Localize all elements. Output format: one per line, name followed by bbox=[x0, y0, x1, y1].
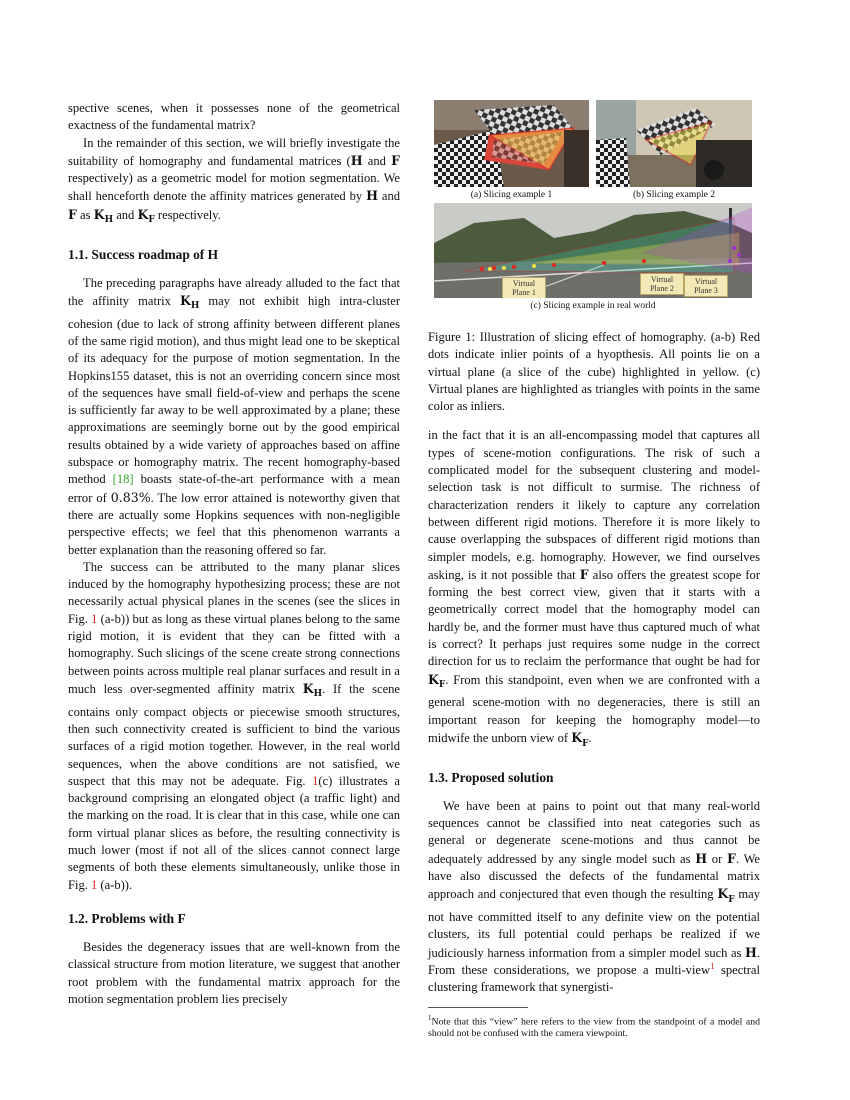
section-heading: 1.1. Success roadmap of H bbox=[68, 246, 219, 262]
virtual-plane-2-label: Virtual Plane 2 bbox=[640, 273, 684, 295]
section-heading: 1.3. Proposed solution bbox=[428, 769, 554, 785]
figure-ref-link[interactable]: 1 bbox=[91, 877, 98, 892]
paragraph: in the fact that it is an all-encompassing model that captures all types of scene-motion configurations. The risk of such a complicated model for the subsequent clustering and model-selection task is not difficult to surmise. The richness of characterization renders it likely to capture any correlation between different rigid motions. Therefore it is more likely to cause overlapping the subspaces of different rigid motions than simpler models, e.g. homography. However, we find ourselves asking, is it not possible that F also offers the greatest scope for forming the best correct view, given that it starts with a geometrically correct model that the homography model can hardly be, and the former must have thus captured much of what is correct? It perhaps just requires some nudge in the correct direction for us to reclaim the performance that ought be had for $K_F$. From this standpoint, even when we are confronted with a general scene-motion with no degeneracies, there is still an important reason for keeping the homography model—to midwife the unborn view of $K_F$. bbox=[428, 428, 760, 749]
virtual-plane-3-label: Virtual Plane 3 bbox=[684, 275, 728, 297]
subcaption-b: (b) Slicing example 2 bbox=[632, 190, 716, 200]
footnote-rule bbox=[428, 1007, 528, 1008]
figure-ref-link[interactable]: 1 bbox=[91, 611, 98, 626]
paragraph: The preceding paragraphs have already alluded to the fact that the affinity matrix $K_H$ may not exhibit high intra-cluster cohesion (due to lack of strong affinity between different planes of the same rigid motion), and thus might lead one to be skeptical of its adequacy for the purpose of motion segmentation. In the Hopkins155 dataset, this is not an overriding concern since most of the sequences have small field-of-view and perhaps the scene is sufficiently far away to be well approximated by a plane; these approximations are seemingly borne out by the good empirical results obtained by a wide variety of approaches based on affine subspace or homography matrix. The recent homography-based method [18] boasts state-of-the-art performance with a mean error of 0.83%. The low error attained is noteworthy given that there are actually some Hopkins sequences with non-negligible perspective effects; we feel that this phenomenon warrants a better explanation than the reasoning offered so far. bbox=[68, 275, 401, 557]
slicing-photo-a bbox=[434, 100, 589, 187]
footnote: $^1$Note that this “view” here refers to the view from the standpoint of a model and should not be confused with the camera viewpoint. bbox=[428, 1013, 760, 1040]
figure-1 bbox=[428, 97, 760, 315]
left-column bbox=[68, 100, 400, 1008]
subcaption-c: (c) Slicing example in real world bbox=[530, 301, 656, 311]
paragraph: Besides the degeneracy issues that are well-known from the classical structure from motion literature, we suggest that another root problem with the fundamental matrix approach for the motion segmentation problem lies precisely bbox=[68, 939, 400, 1006]
right-column bbox=[428, 97, 760, 1041]
footnote-marker[interactable]: 1 bbox=[710, 960, 715, 971]
figure-caption: Figure 1: Illustration of slicing effect of homography. (a-b) Red dots indicate inlier points of a hyopthesis. All points lie on a virtual plane (a slice of the cube) highlighted in yellow. (c) Virtual planes are highlighted as triangles with points in the same color as inliers. bbox=[428, 330, 760, 414]
section-heading: 1.2. Problems with F bbox=[68, 910, 186, 926]
virtual-plane-1-label: Virtual Plane 1 bbox=[502, 277, 546, 298]
paragraph: We have been at pains to point out that many real-world sequences cannot be classified into neat categories such as general or degenerate scene-motions and thus cannot be adequately addressed by any single model such as H or F. We have also discussed the defects of the fundamental matrix approach and conjectured that even though the resulting $K_F$ may not have committed itself to any definite view on the potential clusters, its full potential could perhaps be realized if we judiciously harness information from a simpler model such as H. From these considerations, we propose a multi-view$^1$ spectral clustering framework that synergisti- bbox=[428, 798, 760, 995]
citation-link[interactable]: [18] bbox=[112, 472, 134, 487]
paragraph: The success can be attributed to the many planar slices induced by the homography hypothesizing process; these are not necessarily actual physical planes in the scenes (see the slices in Fig. 1 (a-b)) but as long as these virtual planes belong to the same rigid motion, it is evident that they can be fitted with a homography. Such slicings of the scene create strong connections between points across multiple real planar surfaces and result in a much less over-segmented affinity matrix $K_H$. If the scene contains only compact objects or piecewise smooth structures, then such connectivity created is sufficient to bind the various surfaces of a rigid motion together. However, in the real world sequences, when the above conditions are not satisfied, we suspect that this may not be adequate. Fig. 1(c) illustrates a background comprising an elongated object (a traffic light) and the marking on the road. It is clear that in this case, while one can form virtual planar slices as before, the resulting connectivity is much lower (most if not all of the slices cannot connect large segments of both these elements simultaneously, unlike those in Fig. 1 (a-b)). bbox=[68, 559, 400, 892]
slicing-photo-b bbox=[596, 100, 752, 187]
paragraph: In the remainder of this section, we will briefly investigate the suitability of homography and fundamental matrices (H and F respectively) as a geometric model for motion segmentation. We shall henceforth denote the affinity matrices generated by H and F as $K_H$ and $K_F$ respectively. bbox=[68, 135, 400, 226]
subcaption-a: (a) Slicing example 1 bbox=[470, 190, 553, 200]
slicing-photo-c bbox=[434, 203, 752, 298]
paragraph: spective scenes, when it possesses none of the geometrical exactness of the fundamental matrix? bbox=[68, 101, 400, 133]
figure-ref-link[interactable]: 1 bbox=[312, 773, 319, 788]
